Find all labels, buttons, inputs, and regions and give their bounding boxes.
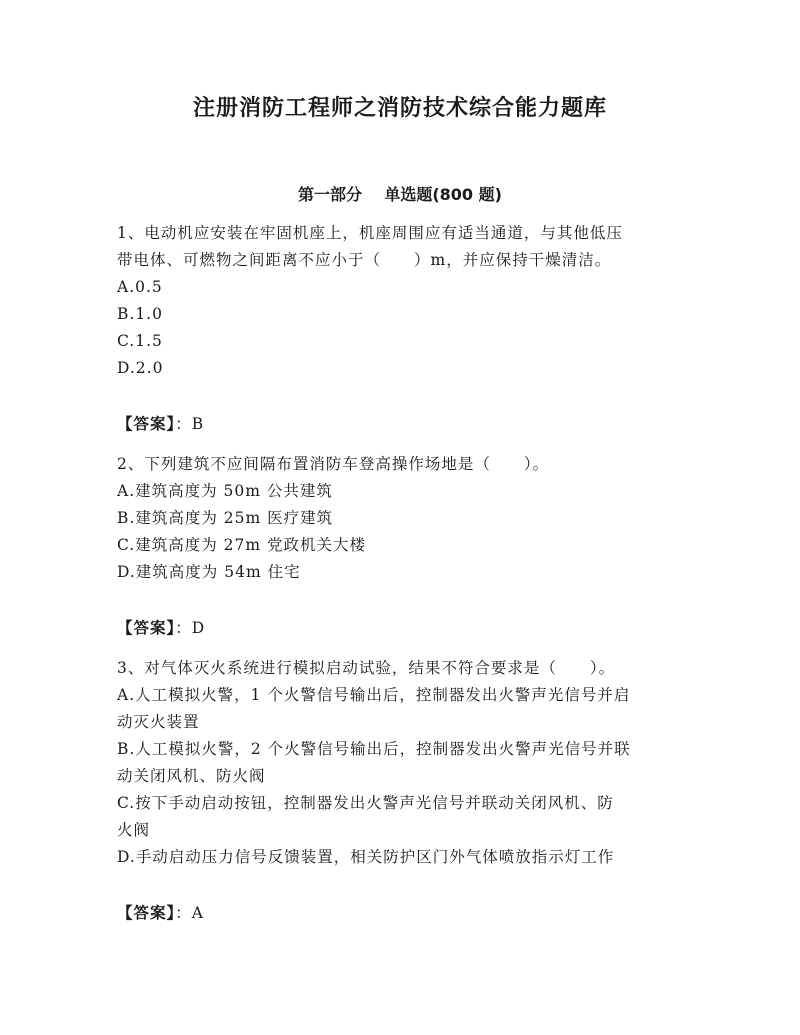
question-item [117, 655, 692, 927]
option-c: C.建筑高度为 27m 党政机关大楼 [117, 536, 367, 554]
option-b: B.建筑高度为 25m 医疗建筑 [117, 509, 334, 527]
option-c: C.1.5 [117, 332, 163, 350]
option-a: A.建筑高度为 50m 公共建筑 [117, 482, 333, 500]
answer-separator: ： [175, 415, 192, 433]
option-b-continued: 动关闭风机、防火阀 [117, 767, 266, 785]
answer-line [117, 410, 692, 438]
question-stem: 3、对气体灭火系统进行模拟启动试验，结果不符合要求是（ ）。 [117, 659, 616, 677]
question-item [117, 451, 692, 642]
answer-label: 【答案】 [117, 618, 176, 637]
option-c: C.按下手动启动按钮，控制器发出火警声光信号并联动关闭风机、防 [117, 794, 614, 812]
option-a-continued: 动灭火装置 [117, 713, 200, 731]
answer-separator: ： [175, 904, 192, 922]
answer-line [117, 899, 692, 927]
answer-value: D [191, 619, 206, 637]
answer-value: A [191, 904, 204, 922]
option-d: D.建筑高度为 54m 住宅 [117, 563, 301, 581]
option-b: B.人工模拟火警，2 个火警信号输出后，控制器发出火警声光信号并联 [117, 740, 631, 758]
option-d: D.手动启动压力信号反馈装置，相关防护区门外气体喷放指示灯工作 [117, 848, 615, 866]
question-stem: 2、下列建筑不应间隔布置消防车登高操作场地是（ ）。 [117, 455, 550, 473]
answer-label: 【答案】 [117, 414, 176, 433]
question-list [117, 220, 692, 940]
section-title: 第一部分 单选题(800 题) [298, 185, 502, 204]
document-title: 注册消防工程师之消防技术综合能力题库 [192, 96, 607, 121]
answer-value: B [191, 415, 205, 433]
answer-separator: ： [175, 619, 192, 637]
option-d: D.2.0 [117, 359, 164, 377]
question-item [117, 220, 692, 438]
question-stem: 1、电动机应安装在牢固机座上，机座周围应有适当通道，与其他低压 [117, 224, 623, 242]
option-a: A.0.5 [117, 278, 163, 296]
option-c-continued: 火阀 [117, 821, 151, 839]
option-b: B.1.0 [117, 305, 163, 323]
answer-label: 【答案】 [117, 903, 176, 922]
question-stem: 带电体、可燃物之间距离不应小于（ ）m，并应保持干燥清洁。 [117, 251, 612, 269]
answer-line [117, 614, 692, 642]
option-a: A.人工模拟火警，1 个火警信号输出后，控制器发出火警声光信号并启 [117, 686, 631, 704]
